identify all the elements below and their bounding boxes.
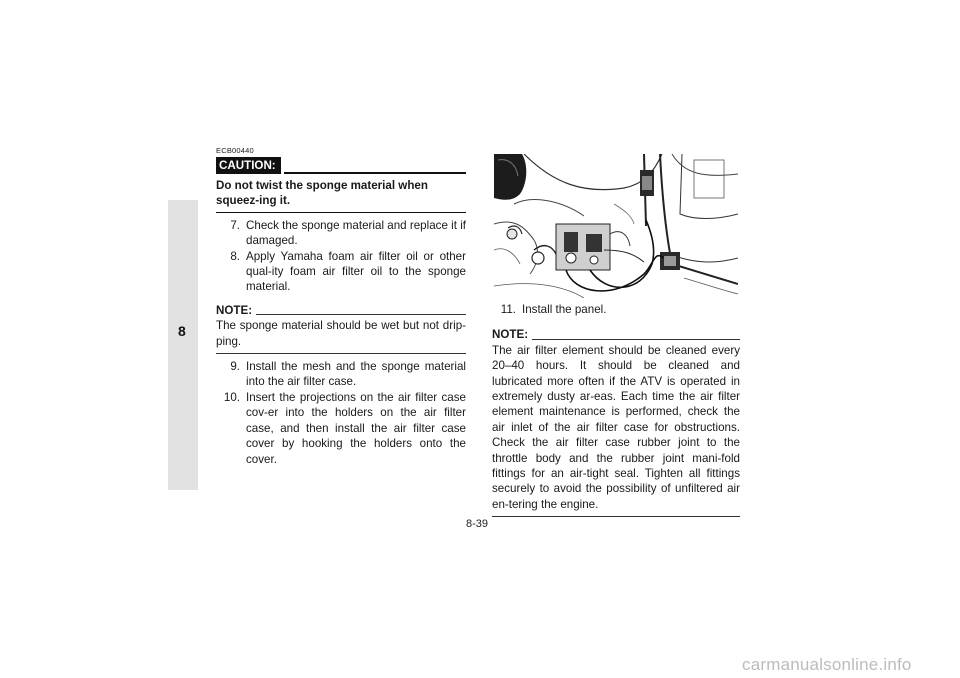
- air-filter-photo: [494, 154, 738, 298]
- right-column: [492, 302, 740, 517]
- note-header: [216, 303, 466, 318]
- caution-header: [216, 157, 466, 174]
- caution-text: Do not twist the sponge material when squeez-ing it.: [216, 174, 466, 213]
- step-text: Apply Yamaha foam air filter oil or other qual-ity foam air filter oil to the sponge material.: [246, 249, 466, 294]
- left-column: [216, 146, 466, 467]
- step-text: Check the sponge material and replace it if damaged.: [246, 218, 466, 248]
- page-number: 8-39: [466, 518, 489, 530]
- step-number: 11.: [500, 303, 516, 316]
- section-tab-number: 8: [178, 323, 186, 339]
- watermark: carmanualsonline.info: [742, 655, 912, 674]
- list-item: [216, 249, 466, 295]
- step-number: 10.: [223, 390, 240, 404]
- list-item: [216, 218, 466, 249]
- note-label: NOTE:: [492, 328, 529, 342]
- note-label: NOTE:: [216, 303, 253, 317]
- step-number: 9.: [230, 360, 240, 374]
- caution-rule: [284, 172, 466, 174]
- step-number: 7.: [230, 218, 240, 232]
- step-text: Install the panel.: [522, 303, 607, 316]
- note-header: [492, 327, 740, 342]
- section-tab: [168, 200, 198, 490]
- list-item: [492, 302, 740, 317]
- note-text: The air filter element should be cleaned every 20–40 hours. It should be cleaned and lubricated more often if the ATV is operated in extremely dusty ar-eas. Each time the air filter element maintenance is performed, check the air inlet of the air filter case for obstructions. Check the air filter case rubber joint to the throttle body and the rubber joint mani-fold fittings for an air-tight seal. Tighten all fittings securely to avoid the possibility of unfiltered air en-tering the engine.: [492, 343, 740, 517]
- caution-label: CAUTION:: [216, 157, 281, 174]
- caution-code: ECB00440: [216, 146, 254, 155]
- list-item: [216, 390, 466, 467]
- step-number: 8.: [230, 249, 240, 263]
- step-text: Install the mesh and the sponge material into the air filter case.: [246, 360, 466, 389]
- step-text: Insert the projections on the air filter case cov-er into the holders on the air filter case, and then install the air filter case cover by hooking the holders onto the cover.: [246, 390, 466, 466]
- note-rule: [532, 339, 740, 340]
- list-item: [216, 359, 466, 390]
- note-text: The sponge material should be wet but not drip-ping.: [216, 318, 466, 354]
- note-rule: [256, 314, 466, 315]
